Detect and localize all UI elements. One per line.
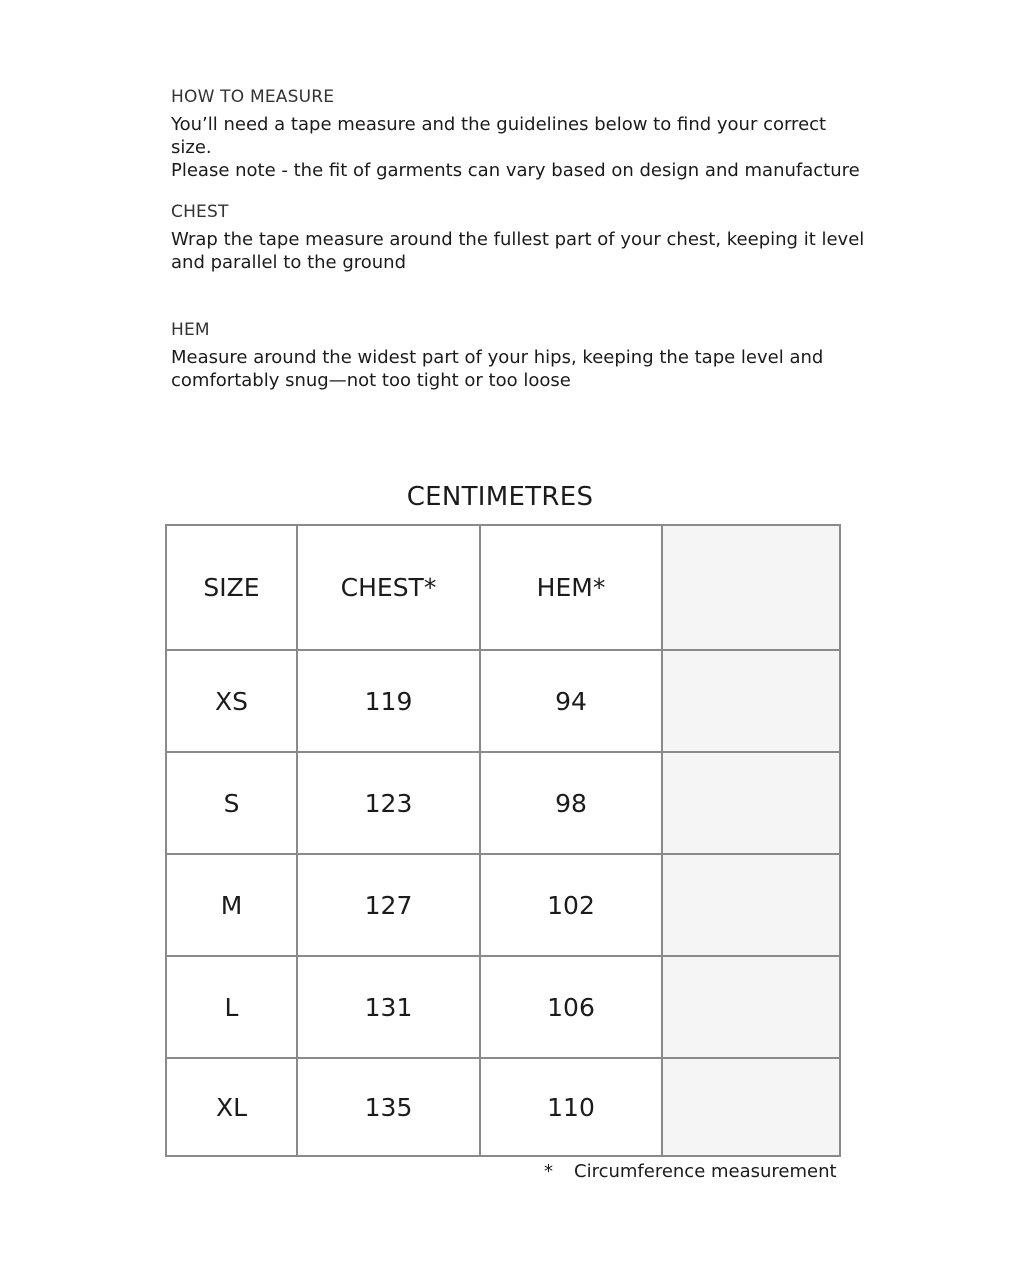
hem-cell: 102: [480, 854, 662, 956]
hem-heading: HEM: [171, 320, 210, 340]
hem-section: [171, 320, 891, 392]
table-row: [166, 650, 840, 752]
column-header-chest: CHEST*: [297, 525, 480, 650]
blank-cell: [662, 650, 840, 752]
how-to-measure-line-2: Please note - the fit of garments can vary based on design and manufacture: [171, 160, 860, 181]
chest-heading: CHEST: [171, 202, 229, 222]
table-row: [166, 956, 840, 1058]
how-to-measure-heading: HOW TO MEASURE: [171, 87, 335, 107]
chest-cell: 135: [297, 1058, 480, 1156]
how-to-measure-line-1: You’ll need a tape measure and the guidelines below to find your correct size.: [171, 114, 827, 158]
size-cell: L: [166, 956, 297, 1058]
how-to-measure-text: [171, 113, 871, 182]
footnote-marker: *: [544, 1161, 553, 1182]
hem-cell: 94: [480, 650, 662, 752]
chest-cell: 131: [297, 956, 480, 1058]
chest-section: [171, 202, 891, 274]
chest-line-1: Wrap the tape measure around the fullest part of your chest, keeping it level: [171, 229, 865, 250]
hem-cell: 98: [480, 752, 662, 854]
chest-cell: 119: [297, 650, 480, 752]
chest-cell: 127: [297, 854, 480, 956]
hem-cell: 110: [480, 1058, 662, 1156]
table-header-row: [166, 525, 840, 650]
size-chart-title: CENTIMETRES: [406, 482, 594, 512]
size-cell: M: [166, 854, 297, 956]
size-chart-table: [165, 524, 841, 1157]
hem-line-2: comfortably snug—not too tight or too loose: [171, 370, 571, 391]
hem-cell: 106: [480, 956, 662, 1058]
blank-cell: [662, 752, 840, 854]
footnote-text: Circumference measurement: [574, 1161, 837, 1182]
blank-cell: [662, 854, 840, 956]
column-header-hem: HEM*: [480, 525, 662, 650]
size-cell: S: [166, 752, 297, 854]
blank-cell: [662, 956, 840, 1058]
column-header-size: SIZE: [166, 525, 297, 650]
chest-cell: 123: [297, 752, 480, 854]
size-cell: XS: [166, 650, 297, 752]
chest-text: [171, 228, 871, 274]
size-cell: XL: [166, 1058, 297, 1156]
column-header-blank: [662, 525, 840, 650]
chest-line-2: and parallel to the ground: [171, 252, 407, 273]
table-row: [166, 1058, 840, 1156]
blank-cell: [662, 1058, 840, 1156]
footnote: [544, 1161, 837, 1182]
table-row: [166, 752, 840, 854]
table-row: [166, 854, 840, 956]
how-to-measure-section: [171, 87, 891, 182]
hem-line-1: Measure around the widest part of your hips, keeping the tape level and: [171, 347, 824, 368]
hem-text: [171, 346, 871, 392]
